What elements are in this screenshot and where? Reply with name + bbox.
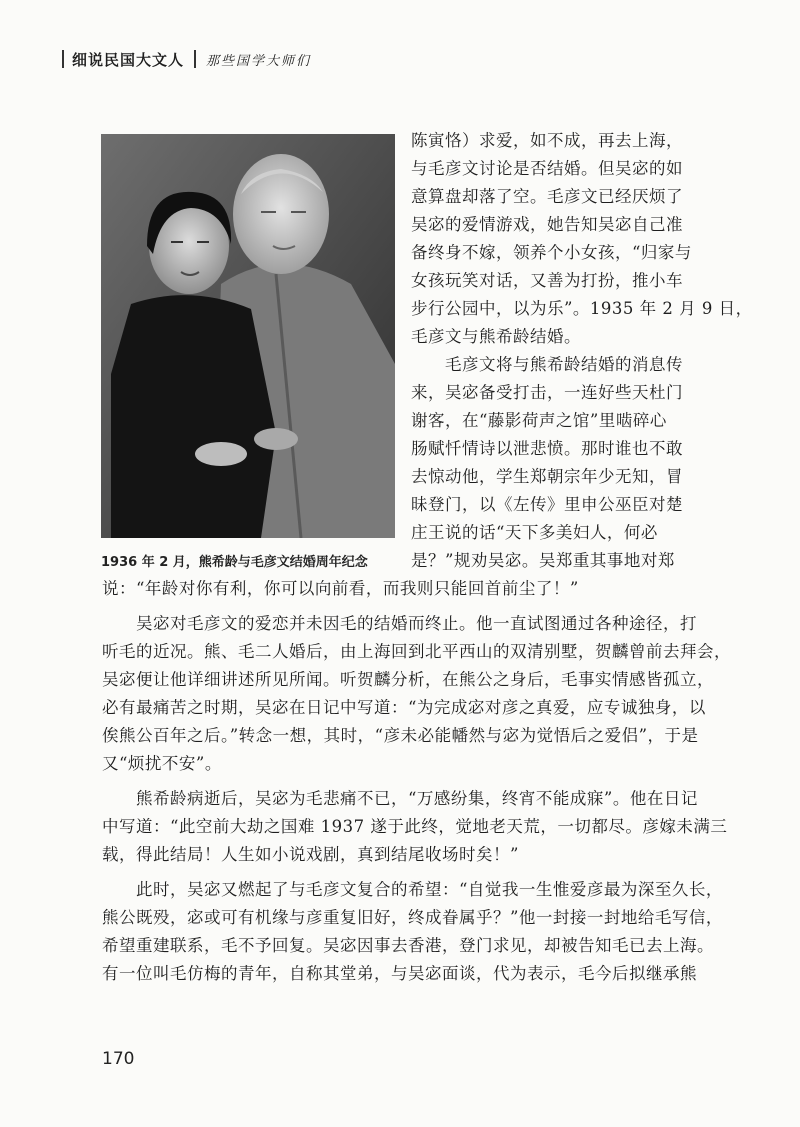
body-line: 去惊动他，学生郑朝宗年少无知，冒: [411, 467, 683, 486]
body-line: 来，吴宓备受打击，一连好些天杜门: [411, 383, 683, 402]
body-line: 俟熊公百年之后。”转念一想，其时，“彦未必能幡然与宓为觉悟后之爱侣”，于是: [102, 726, 699, 745]
body-line: 步行公园中，以为乐”。1935 年 2 月 9 日，: [411, 299, 753, 318]
body-line: 庄王说的话“天下多美妇人，何必: [411, 523, 658, 542]
body-line: 是？”规劝吴宓。吴郑重其事地对郑: [411, 551, 675, 570]
body-line: 载，得此结局！人生如小说戏剧，真到结尾收场时矣！”: [102, 845, 519, 864]
body-line: 吴宓的爱情游戏，她告知吴宓自己准: [411, 215, 683, 234]
header-divider: [194, 50, 196, 68]
body-line: 毛彦文将与熊希龄结婚的消息传: [411, 355, 683, 374]
page-number: 170: [102, 1049, 135, 1069]
body-line: 毛彦文与熊希龄结婚。: [411, 327, 581, 346]
header-subtitle: 那些国学大师们: [206, 53, 312, 69]
couple-photo: [101, 134, 395, 538]
body-line: 又“烦扰不安”。: [102, 754, 222, 773]
body-line: 熊公既殁，宓或可有机缘与彦重复旧好，终成眷属乎？”他一封接一封地给毛写信，: [102, 908, 723, 927]
running-header: [62, 46, 311, 72]
header-divider: [62, 50, 64, 68]
body-line: 吴宓对毛彦文的爱恋并未因毛的结婚而终止。他一直试图通过各种途径，打: [102, 614, 697, 633]
body-line: 吴宓便让他详细讲述所见所闻。听贺麟分析，在熊公之身后，毛事实情感皆孤立，: [102, 670, 714, 689]
body-line: 必有最痛苦之时期，吴宓在日记中写道：“为完成宓对彦之真爱，应专诚独身，以: [102, 698, 706, 717]
body-line: 谢客，在“藤影荷声之馆”里啮碎心: [411, 411, 667, 430]
body-line: 听毛的近况。熊、毛二人婚后，由上海回到北平西山的双清别墅，贺麟曾前去拜会，: [102, 642, 731, 661]
body-line: 此时，吴宓又燃起了与毛彦文复合的希望：“自觉我一生惟爱彦最为深至久长，: [102, 880, 723, 899]
body-line: 陈寅恪）求爱，如不成，再去上海，: [411, 131, 683, 150]
body-line: 希望重建联系，毛不予回复。吴宓因事去香港，登门求见，却被告知毛已去上海。: [102, 936, 714, 955]
body-line: 意算盘却落了空。毛彦文已经厌烦了: [411, 187, 683, 206]
couple-photo-image: [101, 134, 395, 538]
photo-caption: 1936 年 2 月，熊希龄与毛彦文结婚周年纪念: [101, 555, 368, 570]
body-line: 女孩玩笑对话，又善为打扮，推小车: [411, 271, 683, 290]
body-line: 备终身不嫁，领养个小女孩，“归家与: [411, 243, 692, 262]
body-line: 熊希龄病逝后，吴宓为毛悲痛不已，“万感纷集，终宵不能成寐”。他在日记: [102, 789, 698, 808]
body-line: 说：“年龄对你有利，你可以向前看，而我则只能回首前尘了！”: [102, 579, 579, 598]
body-line: 中写道：“此空前大劫之国难 1937 遂于此终，觉地老天荒，一切都尽。彦嫁未满三: [102, 817, 728, 836]
body-line: 肠赋忏情诗以泄悲愤。那时谁也不敢: [411, 439, 683, 458]
body-line: 有一位叫毛仿梅的青年，自称其堂弟，与吴宓面谈，代为表示，毛今后拟继承熊: [102, 964, 697, 983]
body-line: 昧登门，以《左传》里申公巫臣对楚: [411, 495, 683, 514]
body-line: 与毛彦文讨论是否结婚。但吴宓的如: [411, 159, 683, 178]
series-title: 细说民国大文人: [72, 50, 185, 69]
